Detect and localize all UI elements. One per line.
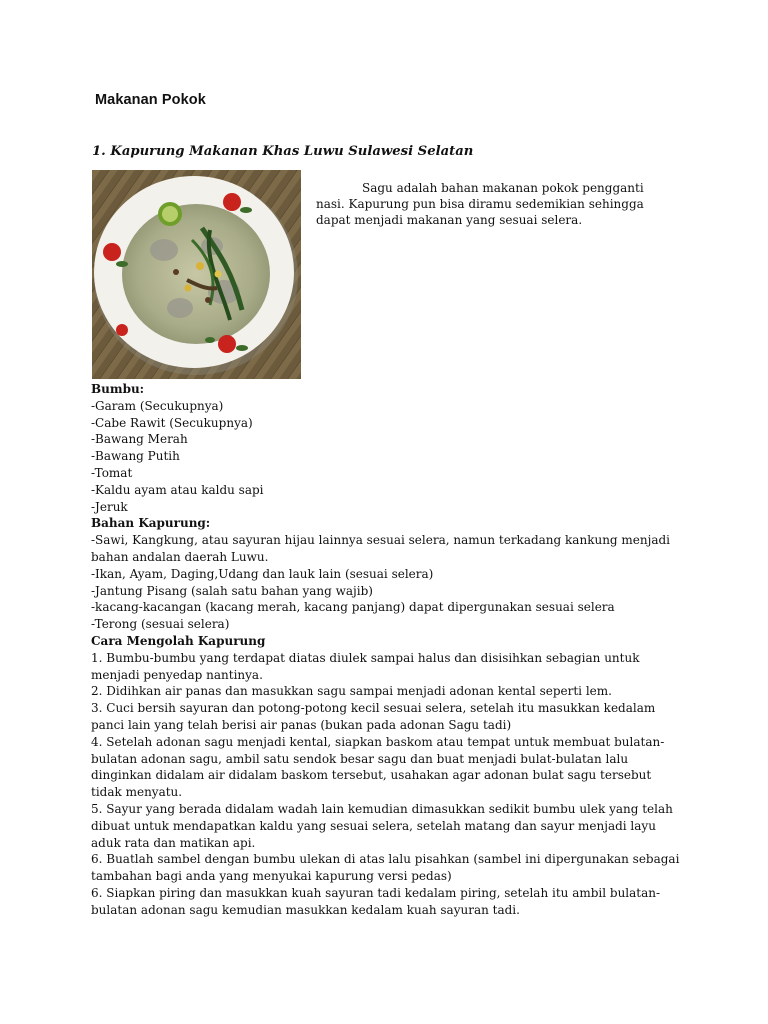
kapurung-dish-illustration: [92, 170, 301, 379]
cara-step: 3. Cuci bersih sayuran dan potong-potong kecil sesuai selera, setelah itu masukkan kedalam panci lain yang telah berisi air panas (bukan pada adonan Sagu tadi): [91, 701, 656, 732]
bahan-item: -Ikan, Ayam, Daging,Udang dan lauk lain (sesuai selera): [91, 566, 434, 581]
bumbu-item: -Garam (Secukupnya): [91, 398, 224, 413]
lime-slice: [158, 202, 182, 226]
cara-step: 6. Siapkan piring dan masukkan kuah sayuran tadi kedalam piring, setelah itu ambil bulatan-bulatan adonan sagu kemudian masukkan kedalam kuah sayuran tadi.: [91, 885, 661, 917]
bahan-heading: Bahan Kapurung:: [91, 516, 211, 531]
bumbu-item: -Bawang Merah: [91, 432, 188, 447]
cara-step: 2. Didihkan air panas dan masukkan sagu sampai menjadi adonan kental seperti lem.: [91, 684, 612, 699]
bumbu-item: -Jeruk: [91, 499, 128, 514]
bumbu-item: -Tomat: [91, 465, 133, 480]
kapurung-photo: [92, 170, 301, 379]
recipe-body: [91, 381, 681, 919]
bumbu-heading: Bumbu:: [91, 382, 145, 396]
cara-step: 1. Bumbu-bumbu yang terdapat diatas diulek sampai halus dan disisihkan sebagian untuk menjadi penyedap nantinya.: [91, 650, 640, 682]
bahan-item: -kacang-kacangan (kacang merah, kacang panjang) dapat dipergunakan sesuai selera: [91, 600, 615, 615]
intro-paragraph: [316, 180, 676, 228]
intro-text: Sagu adalah bahan makanan pokok pengganti nasi. Kapurung pun bisa diramu sedemikian sehingga dapat menjadi makanan yang sesuai selera.: [316, 181, 644, 227]
cara-step: 6. Buatlah sambel dengan bumbu ulekan di atas lalu pisahkan (sambel ini dipergunakan sebagai tambahan bagi anda yang menyukai kapurung versi pedas): [91, 852, 680, 884]
bahan-item: -Sawi, Kangkung, atau sayuran hijau lainnya sesuai selera, namun terkadang kankung menjadi bahan andalan daerah Luwu.: [91, 533, 671, 564]
section-title: 1. Kapurung Makanan Khas Luwu Sulawesi Selatan: [92, 144, 474, 159]
page-heading: Makanan Pokok: [95, 92, 206, 108]
cara-step: 4. Setelah adonan sagu menjadi kental, siapkan baskom atau tempat untuk membuat bulatan-bulatan adonan sagu, ambil satu sendok besar sagu dan buat menjadi bulat-bulatan lalu dinginkan didalam air didalam baskom tersebut, usahakan agar adonan bulat sagu tersebut tidak menyatu.: [91, 734, 665, 800]
soup: [122, 204, 270, 344]
bumbu-item: -Kaldu ayam atau kaldu sapi: [91, 482, 264, 497]
bahan-item: -Terong (sesuai selera): [91, 617, 230, 632]
bahan-item: -Jantung Pisang (salah satu bahan yang wajib): [91, 583, 373, 598]
cara-heading: Cara Mengolah Kapurung: [91, 633, 266, 648]
bumbu-item: -Cabe Rawit (Secukupnya): [91, 415, 253, 430]
bumbu-item: -Bawang Putih: [91, 449, 180, 464]
cara-step: 5. Sayur yang berada didalam wadah lain kemudian dimasukkan sedikit bumbu ulek yang telah dibuat untuk mendapatkan kaldu yang sesuai selera, setelah matang dan sayur menjadi layu aduk rata dan matikan api.: [91, 801, 673, 850]
